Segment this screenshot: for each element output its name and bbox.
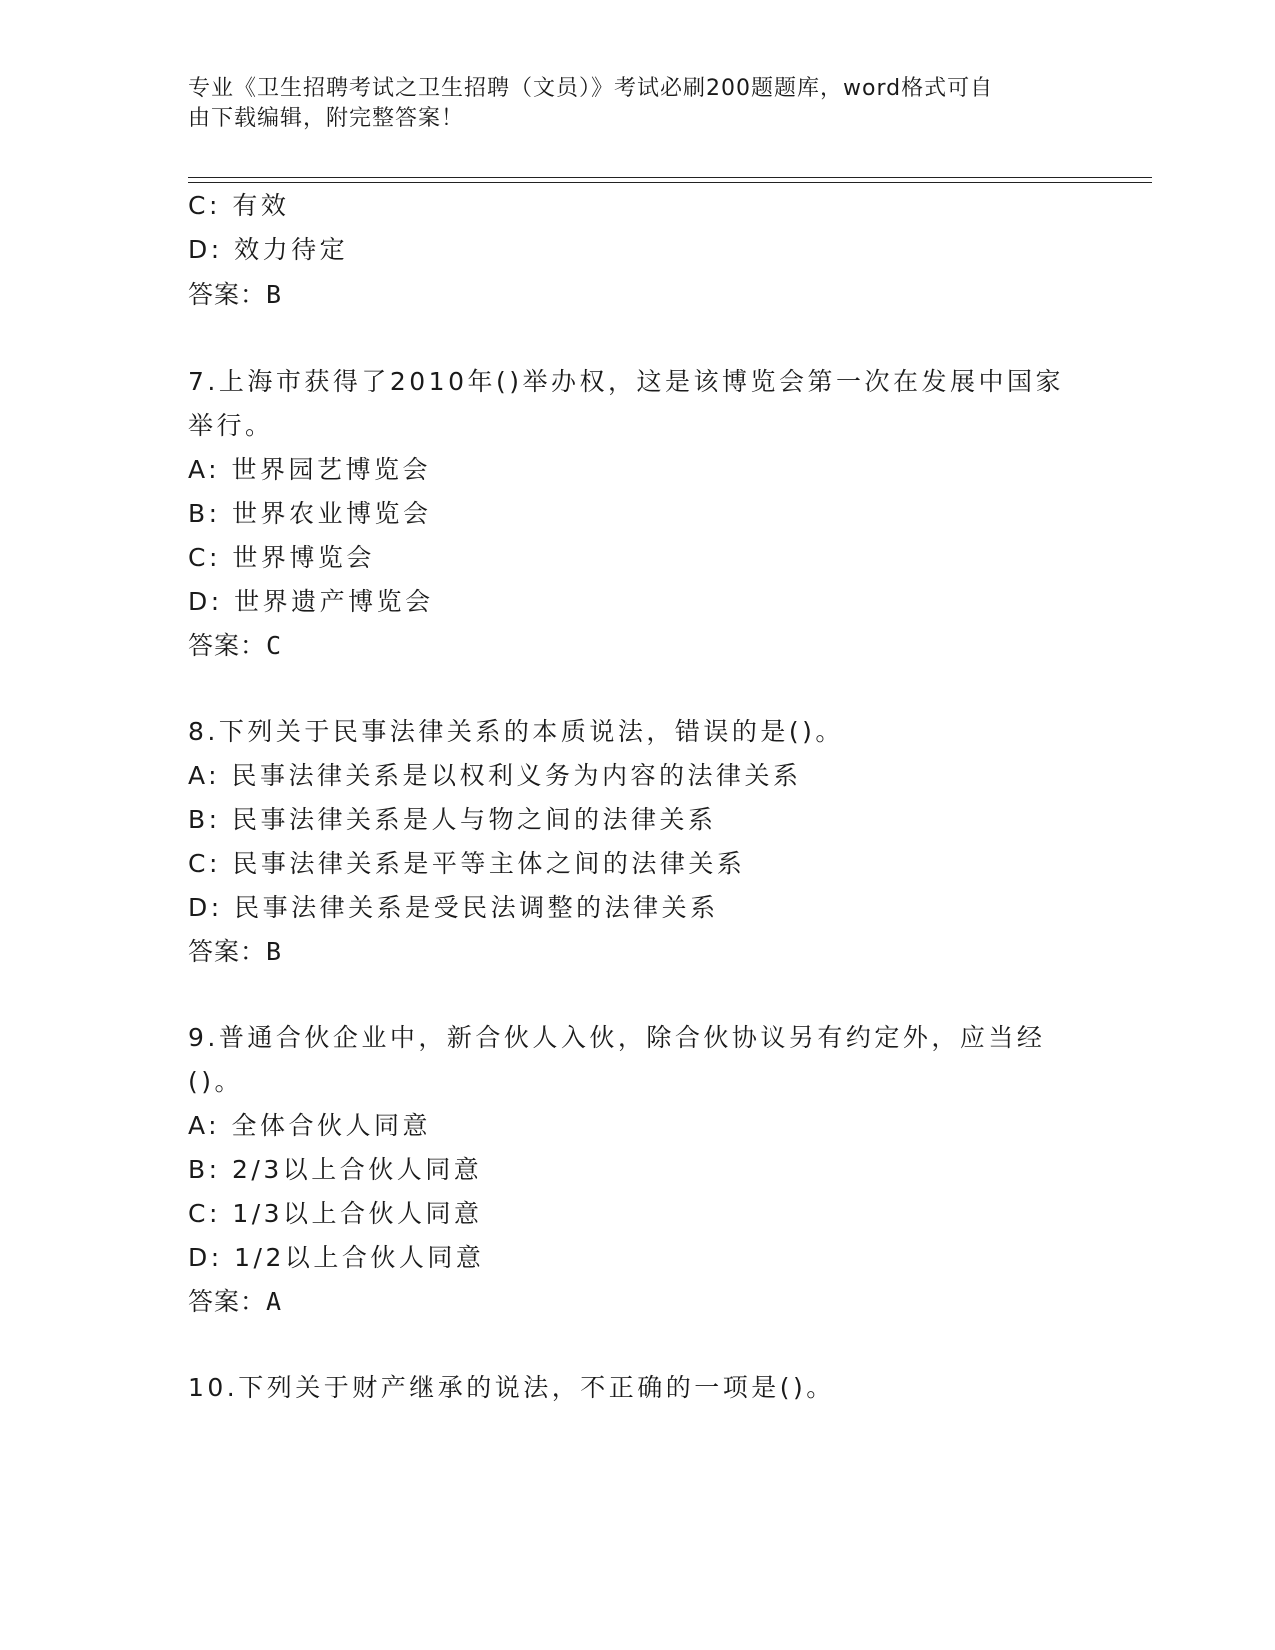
- option-c: C: 民事法律关系是平等主体之间的法律关系: [188, 849, 746, 878]
- option-c: C: 有效: [188, 191, 290, 220]
- header-divider-bottom: [188, 182, 1152, 183]
- document-header: [188, 74, 1068, 134]
- question-stem: 8.下列关于民事法律关系的本质说法，错误的是()。: [188, 717, 844, 746]
- option-a: A: 民事法律关系是以权利义务为内容的法律关系: [188, 761, 802, 790]
- header-line-2: 由下载编辑，附完整答案！: [188, 106, 465, 131]
- question-stem: 7.上海市获得了2010年()举办权，这是该博览会第一次在发展中国家: [188, 367, 1064, 396]
- answer-line: 答案：A: [188, 1287, 283, 1316]
- answer-line: 答案：B: [188, 937, 283, 966]
- header-line-1: 专业《卫生招聘考试之卫生招聘（文员）》考试必刷200题题库，word格式可自: [188, 76, 994, 101]
- option-b: B: 世界农业博览会: [188, 499, 432, 528]
- header-divider-top: [188, 177, 1152, 178]
- option-d: D: 民事法律关系是受民法调整的法律关系: [188, 893, 719, 922]
- answer-line: 答案：C: [188, 631, 283, 660]
- option-c: C: 世界博览会: [188, 543, 375, 572]
- question-stem: 10.下列关于财产继承的说法，不正确的一项是()。: [188, 1373, 835, 1402]
- question-stem-continued: ()。: [188, 1067, 244, 1096]
- option-b: B: 2/3以上合伙人同意: [188, 1155, 483, 1184]
- option-d: D: 世界遗产博览会: [188, 587, 434, 616]
- option-a: A: 全体合伙人同意: [188, 1111, 432, 1140]
- option-c: C: 1/3以上合伙人同意: [188, 1199, 483, 1228]
- option-d: D: 1/2以上合伙人同意: [188, 1243, 485, 1272]
- answer-line: 答案：B: [188, 280, 283, 309]
- option-b: B: 民事法律关系是人与物之间的法律关系: [188, 805, 717, 834]
- question-stem-continued: 举行。: [188, 411, 274, 440]
- option-a: A: 世界园艺博览会: [188, 455, 432, 484]
- option-d: D: 效力待定: [188, 235, 349, 264]
- question-stem: 9.普通合伙企业中，新合伙人入伙，除合伙协议另有约定外，应当经: [188, 1023, 1046, 1052]
